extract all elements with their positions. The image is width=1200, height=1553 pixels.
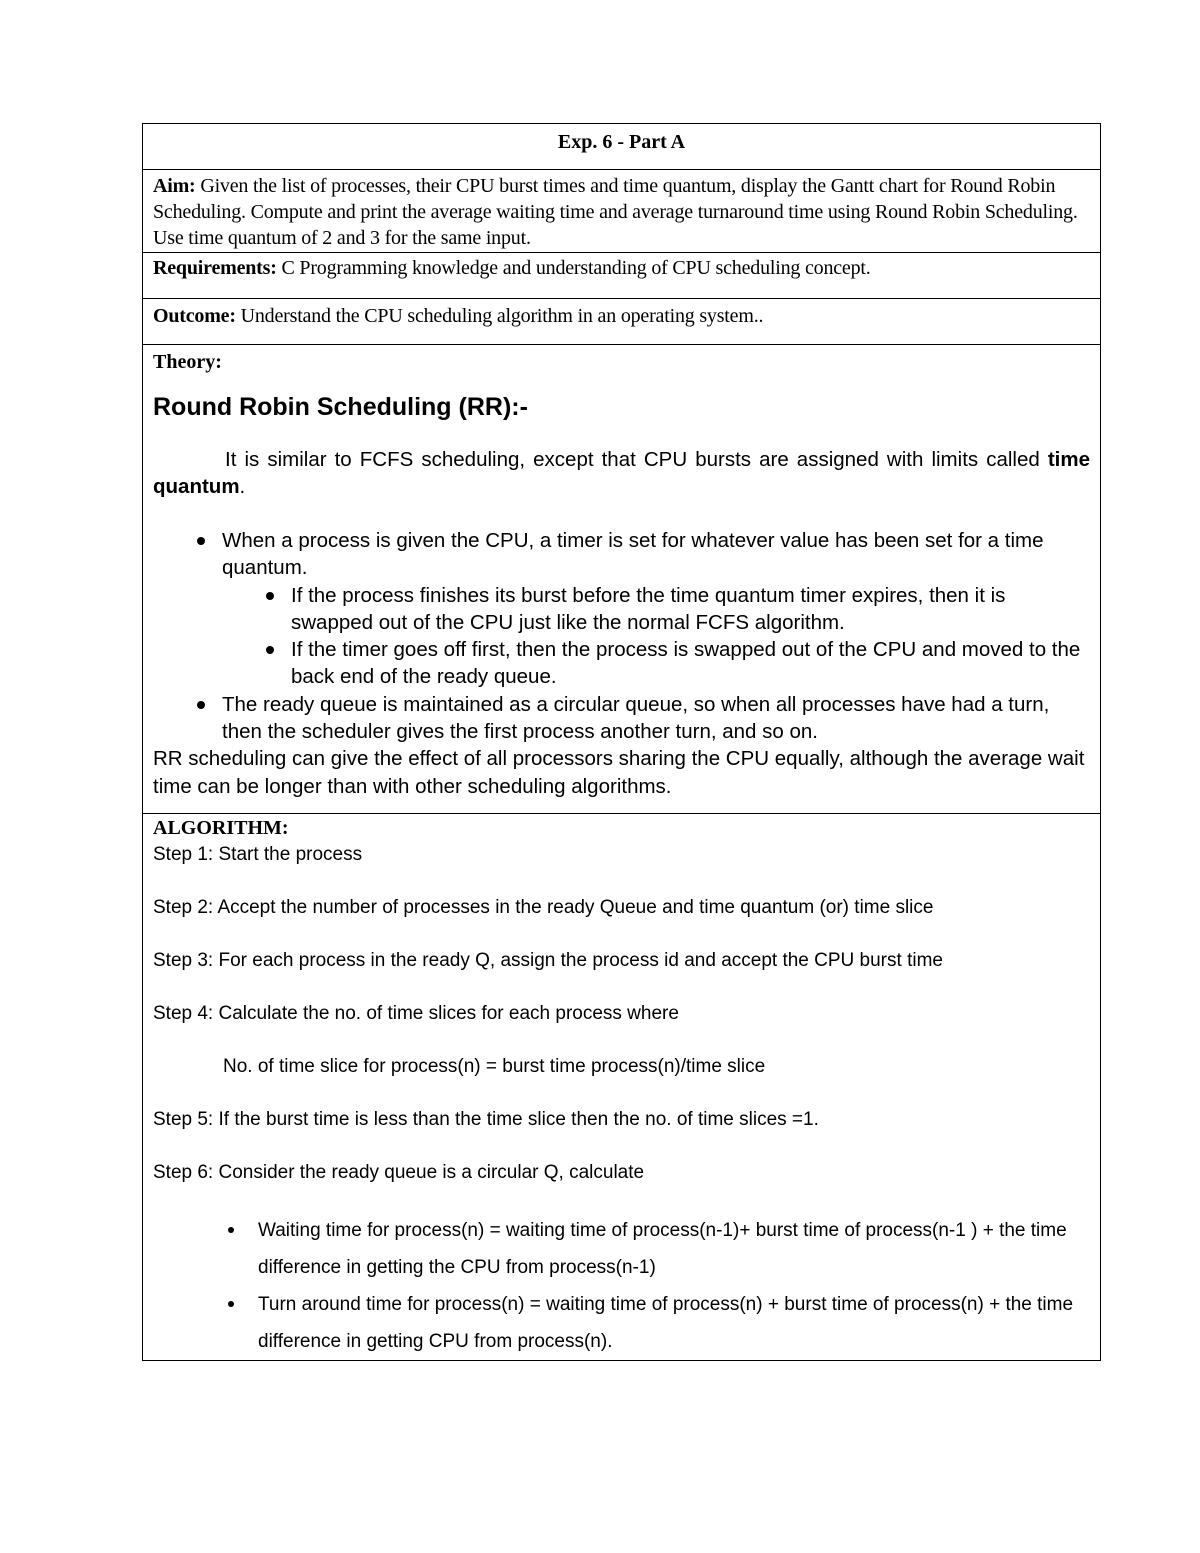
algorithm-bullet: Turn around time for process(n) = waiting time of process(n) + burst time of process(n) + the time difference in getting CPU from process(n). [153, 1286, 1090, 1360]
outcome-text: Understand the CPU scheduling algorithm in an operating system.. [235, 305, 764, 327]
outcome-label: Outcome: [153, 305, 236, 327]
algorithm-bullet-list [153, 1212, 1090, 1360]
algorithm-step: Step 1: Start the process [153, 844, 363, 865]
theory-intro [153, 446, 1090, 500]
theory-closing: RR scheduling can give the effect of all processors sharing the CPU equally, although the average wait time can be longer than with other scheduling algorithms. [153, 747, 1085, 798]
theory-bullet: The ready queue is maintained as a circular queue, so when all processes have had a turn, then the scheduler gives the first process another turn, and so on. [153, 691, 1090, 746]
theory-bullet: When a process is given the CPU, a timer is set for whatever value has been set for a time quantum. [153, 527, 1090, 582]
algorithm-formula: No. of time slice for process(n) = burst time process(n)/time slice [223, 1056, 766, 1077]
title-row [143, 124, 1100, 170]
requirements-row [143, 253, 1100, 299]
outcome-row [143, 299, 1100, 345]
bullet-icon [266, 646, 274, 654]
algorithm-step: Step 3: For each process in the ready Q, assign the process id and accept the CPU burst time [153, 950, 943, 971]
theory-intro-bold: time quantum [153, 448, 1090, 498]
algorithm-row [143, 814, 1100, 1360]
theory-label: Theory: [153, 351, 222, 373]
bullet-icon [197, 537, 205, 545]
bullet-icon [228, 1301, 234, 1307]
requirements-text: C Programming knowledge and understanding of CPU scheduling concept. [276, 257, 871, 279]
algorithm-label: ALGORITHM: [153, 817, 289, 839]
theory-bullet-list [153, 527, 1090, 745]
theory-intro-text: It is similar to FCFS scheduling, except that CPU bursts are assigned with limits called [225, 448, 1048, 471]
theory-intro-end: . [239, 475, 246, 498]
algorithm-step: Step 5: If the burst time is less than the time slice then the no. of time slices =1. [153, 1109, 819, 1130]
aim-label: Aim: [153, 175, 196, 197]
bullet-icon [266, 592, 274, 600]
theory-row [143, 345, 1100, 814]
aim-row [143, 170, 1100, 253]
algorithm-step: Step 4: Calculate the no. of time slices for each process where [153, 1003, 679, 1024]
page-title: Exp. 6 - Part A [557, 131, 686, 153]
algorithm-step: Step 2: Accept the number of processes in the ready Queue and time quantum (or) time slice [153, 897, 934, 918]
requirements-label: Requirements: [153, 257, 277, 279]
theory-heading: Round Robin Scheduling (RR):- [153, 393, 528, 421]
theory-sub-bullet: If the timer goes off first, then the process is swapped out of the CPU and moved to the back end of the ready queue. [153, 636, 1090, 691]
aim-text: Given the list of processes, their CPU burst times and time quantum, display the Gantt chart for Round Robin Scheduling. Compute and print the average waiting time and average turnaround time using Round Robin Scheduling. Use time quantum of 2 and 3 for the same input. [153, 175, 1078, 249]
algorithm-bullet: Waiting time for process(n) = waiting time of process(n-1)+ burst time of process(n-1 ) + the time difference in getting the CPU from process(n-1) [153, 1212, 1090, 1286]
algorithm-step: Step 6: Consider the ready queue is a circular Q, calculate [153, 1162, 645, 1183]
bullet-icon [197, 701, 205, 709]
theory-sub-bullet: If the process finishes its burst before the time quantum timer expires, then it is swapped out of the CPU just like the normal FCFS algorithm. [153, 582, 1090, 637]
experiment-table [142, 123, 1101, 1361]
bullet-icon [228, 1227, 234, 1233]
